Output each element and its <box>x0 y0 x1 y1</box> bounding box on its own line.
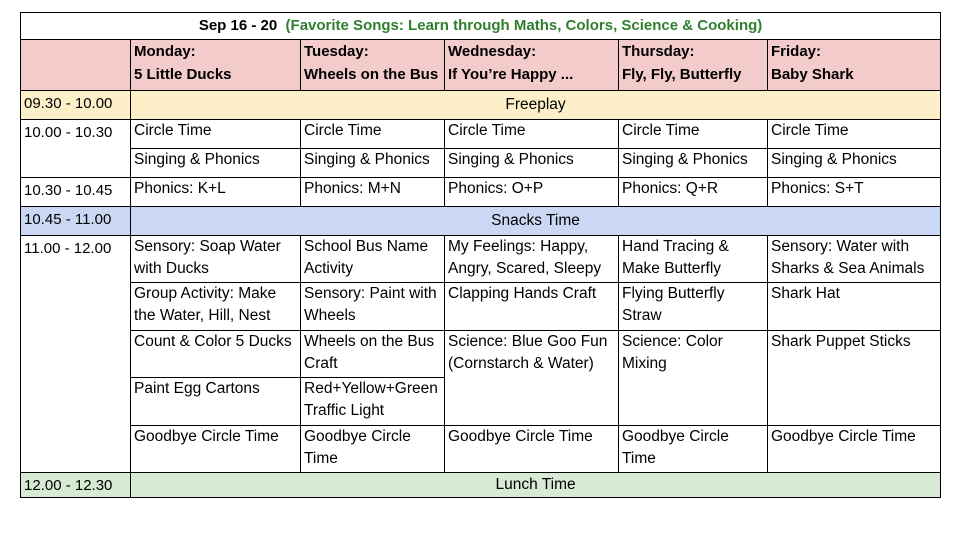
time-slot: 10.30 - 10.45 <box>21 178 131 207</box>
activity-cell: Science: Blue Goo Fun (Cornstarch & Water) <box>445 331 619 426</box>
activity-cell: Science: Color Mixing <box>619 331 768 426</box>
phonics-row <box>21 178 941 207</box>
title-date: Sep 16 - 20 <box>198 17 278 34</box>
activity-cell: Goodbye Circle Time <box>619 426 768 473</box>
activity-cell: Shark Puppet Sticks <box>768 331 941 426</box>
activity-cell: My Feelings: Happy, Angry, Scared, Sleepy <box>445 236 619 283</box>
time-slot: 11.00 - 12.00 <box>21 236 131 473</box>
header-tuesday <box>301 40 445 91</box>
activity-cell: Singing & Phonics <box>768 149 941 178</box>
day-song: Fly, Fly, Butterfly <box>622 66 742 83</box>
title-theme: (Favorite Songs: Learn through Maths, Colors, Science & Cooking) <box>285 17 763 34</box>
activity-cell: Circle Time <box>131 120 301 149</box>
header-time-cell <box>21 40 131 91</box>
day-song: If You’re Happy ... <box>448 66 574 83</box>
day-song: Baby Shark <box>771 66 854 83</box>
activity-cell: Singing & Phonics <box>445 149 619 178</box>
day-name: Friday: <box>771 43 822 60</box>
goodbye-row <box>21 426 941 473</box>
activity-cell: Clapping Hands Craft <box>445 283 619 331</box>
activity-row-3 <box>21 331 941 378</box>
activity-cell: Singing & Phonics <box>301 149 445 178</box>
day-name: Tuesday: <box>304 43 369 60</box>
header-wednesday <box>445 40 619 91</box>
activity-cell: Sensory: Paint with Wheels <box>301 283 445 331</box>
activity-cell: Singing & Phonics <box>619 149 768 178</box>
activity-cell: Phonics: Q+R <box>619 178 768 207</box>
activity-cell: Goodbye Circle Time <box>301 426 445 473</box>
time-slot: 09.30 - 10.00 <box>21 91 131 120</box>
activity-cell: Count & Color 5 Ducks <box>131 331 301 378</box>
activity-row-2 <box>21 283 941 331</box>
activity-cell: Flying Butterfly Straw <box>619 283 768 331</box>
activity-cell: Group Activity: Make the Water, Hill, Nest <box>131 283 301 331</box>
activity-cell: Circle Time <box>768 120 941 149</box>
header-thursday <box>619 40 768 91</box>
activity-cell: Paint Egg Cartons <box>131 378 301 426</box>
activity-cell: Phonics: M+N <box>301 178 445 207</box>
time-slot: 12.00 - 12.30 <box>21 473 131 498</box>
day-song: Wheels on the Bus <box>304 66 439 83</box>
activity-row-1 <box>21 236 941 283</box>
circle-time-row <box>21 120 941 149</box>
time-slot: 10.45 - 11.00 <box>21 207 131 236</box>
activity-cell: Goodbye Circle Time <box>445 426 619 473</box>
lunch-row <box>21 473 941 498</box>
header-friday <box>768 40 941 91</box>
activity-cell: School Bus Name Activity <box>301 236 445 283</box>
activity-cell: Hand Tracing & Make Butterfly <box>619 236 768 283</box>
activity-cell: Goodbye Circle Time <box>768 426 941 473</box>
day-name: Thursday: <box>622 43 695 60</box>
activity-cell: Shark Hat <box>768 283 941 331</box>
header-monday <box>131 40 301 91</box>
activity-cell: Red+Yellow+Green Traffic Light <box>301 378 445 426</box>
snacks-row <box>21 207 941 236</box>
activity-cell: Circle Time <box>301 120 445 149</box>
activity-cell: Sensory: Soap Water with Ducks <box>131 236 301 283</box>
lunch-band: Lunch Time <box>131 473 941 498</box>
activity-cell: Phonics: K+L <box>131 178 301 207</box>
freeplay-band: Freeplay <box>131 91 941 120</box>
activity-cell: Goodbye Circle Time <box>131 426 301 473</box>
activity-cell: Circle Time <box>619 120 768 149</box>
schedule-title <box>21 13 941 40</box>
activity-cell: Sensory: Water with Sharks & Sea Animals <box>768 236 941 283</box>
activity-cell: Circle Time <box>445 120 619 149</box>
activity-cell: Phonics: O+P <box>445 178 619 207</box>
freeplay-row <box>21 91 941 120</box>
weekly-schedule-table <box>20 12 941 498</box>
activity-cell: Wheels on the Bus Craft <box>301 331 445 378</box>
singing-row <box>21 149 941 178</box>
day-name: Monday: <box>134 43 196 60</box>
day-song: 5 Little Ducks <box>134 66 232 83</box>
activity-cell: Phonics: S+T <box>768 178 941 207</box>
time-slot: 10.00 - 10.30 <box>21 120 131 178</box>
activity-cell: Singing & Phonics <box>131 149 301 178</box>
day-name: Wednesday: <box>448 43 537 60</box>
snacks-band: Snacks Time <box>131 207 941 236</box>
